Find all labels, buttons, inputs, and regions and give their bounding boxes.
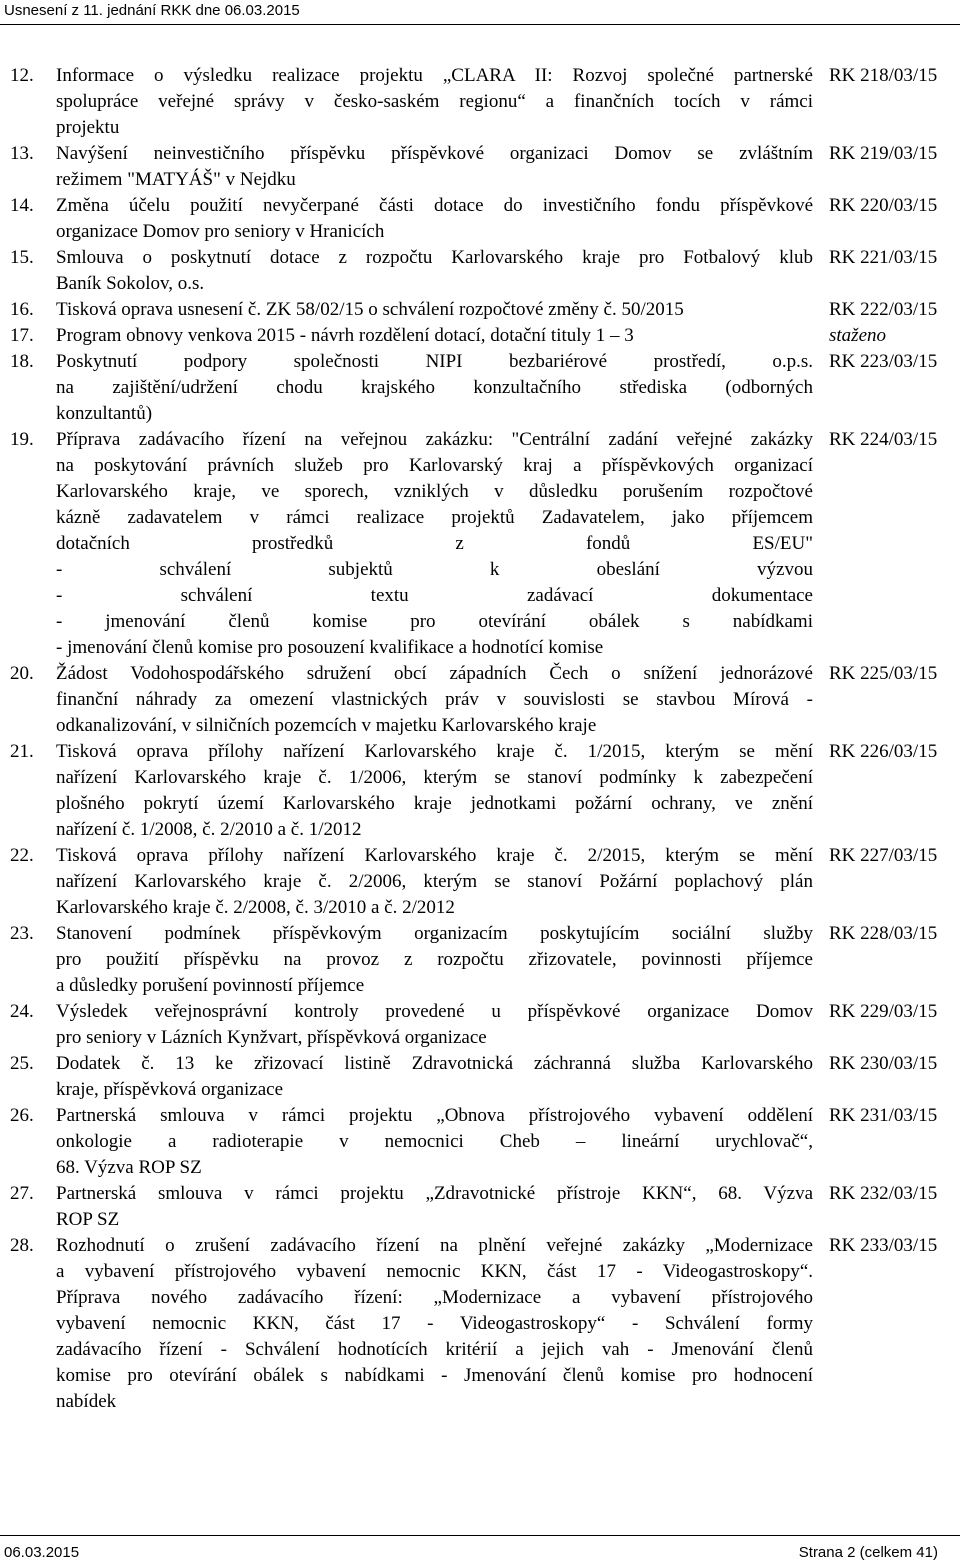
agenda-item — [0, 1233, 960, 1415]
page-header: Usnesení z 11. jednání RKK dne 06.03.2015 — [4, 2, 300, 19]
item-text-line: na poskytování právních služeb pro Karlovarský kraj a příspěvkových organizací — [56, 455, 813, 476]
item-text-line: ROP SZ — [56, 1209, 120, 1230]
item-text-line: - schválení subjektů k obeslání výzvou — [56, 559, 813, 580]
item-text-line: Partnerská smlouva v rámci projektu „Zdravotnické přístroje KKN“, 68. Výzva — [56, 1183, 813, 1204]
item-text-line: zadávacího řízení - Schválení hodnotících kritérií a jejich vah - Jmenování členů — [56, 1339, 813, 1360]
item-number: 12. — [10, 65, 34, 86]
resolution-number: RK 232/03/15 — [829, 1183, 938, 1204]
item-text-line: kraje, příspěvková organizace — [56, 1079, 284, 1100]
item-text-line: - jmenování členů komise pro otevírání obálek s nabídkami — [56, 611, 813, 632]
item-text-line: komise pro otevírání obálek s nabídkami - Jmenování členů komise pro hodnocení — [56, 1365, 813, 1386]
item-text-line: Změna účelu použití nevyčerpané části dotace do investičního fondu příspěvkové — [56, 195, 813, 216]
agenda-item — [0, 245, 960, 297]
item-number: 22. — [10, 845, 34, 866]
resolution-number: staženo — [829, 325, 886, 346]
item-text-line: Žádost Vodohospodářského sdružení obcí západních Čech o snížení jednorázové — [56, 663, 813, 684]
item-text-line: Tisková oprava přílohy nařízení Karlovarského kraje č. 2/2015, kterým se mění — [56, 845, 813, 866]
item-text-line: onkologie a radioterapie v nemocnici Cheb – lineární urychlovač“, — [56, 1131, 813, 1152]
agenda-item — [0, 661, 960, 739]
item-text-line: organizace Domov pro seniory v Hranicích — [56, 221, 385, 242]
item-text — [56, 921, 813, 999]
item-number: 17. — [10, 325, 34, 346]
item-text-line: Příprava nového zadávacího řízení: „Modernizace a vybavení přístrojového — [56, 1287, 813, 1308]
resolution-list — [0, 63, 960, 1415]
resolution-number: RK 218/03/15 — [829, 65, 938, 86]
item-text-line: kázně zadavatelem v rámci realizace projektů Zadavatelem, jako příjemcem — [56, 507, 813, 528]
footer-divider — [0, 1535, 960, 1536]
item-text-line: Navýšení neinvestičního příspěvku příspěvkové organizaci Domov se zvláštním — [56, 143, 813, 164]
item-text — [56, 297, 813, 323]
agenda-item — [0, 193, 960, 245]
item-text — [56, 661, 813, 739]
item-number: 21. — [10, 741, 34, 762]
item-text-line: a vybavení přístrojového vybavení nemocnic KKN, část 17 - Videogastroskopy“. — [56, 1261, 813, 1282]
item-text — [56, 323, 813, 349]
item-text-line: Stanovení podmínek příspěvkovým organizacím poskytujícím sociální služby — [56, 923, 813, 944]
agenda-item — [0, 843, 960, 921]
item-number: 25. — [10, 1053, 34, 1074]
item-text-line: Dodatek č. 13 ke zřizovací listině Zdravotnická záchranná služba Karlovarského — [56, 1053, 813, 1074]
agenda-item — [0, 739, 960, 843]
item-text — [56, 843, 813, 921]
resolution-number: RK 231/03/15 — [829, 1105, 938, 1126]
item-text-line: dotačních prostředků z fondů ES/EU" — [56, 533, 813, 554]
footer-page-number: Strana 2 (celkem 41) — [798, 1544, 938, 1561]
item-text — [56, 999, 813, 1051]
item-text-line: režimem "MATYÁŠ" v Nejdku — [56, 169, 296, 190]
resolution-number: RK 219/03/15 — [829, 143, 938, 164]
item-number: 26. — [10, 1105, 34, 1126]
agenda-item — [0, 297, 960, 323]
item-text-line: 68. Výzva ROP SZ — [56, 1157, 202, 1178]
item-text — [56, 1051, 813, 1103]
item-text-line: Karlovarského kraje, ve sporech, vzniklých v důsledku porušením rozpočtové — [56, 481, 813, 502]
item-text-line: Informace o výsledku realizace projektu „CLARA II: Rozvoj společné partnerské — [56, 65, 813, 86]
agenda-item — [0, 1181, 960, 1233]
resolution-number: RK 226/03/15 — [829, 741, 938, 762]
item-text-line: projektu — [56, 117, 120, 138]
item-text-line: nařízení Karlovarského kraje č. 1/2006, kterým se stanoví podmínky k zabezpečení — [56, 767, 813, 788]
resolution-number: RK 224/03/15 — [829, 429, 938, 450]
item-number: 16. — [10, 299, 34, 320]
resolution-number: RK 233/03/15 — [829, 1235, 938, 1256]
item-number: 24. — [10, 1001, 34, 1022]
resolution-number: RK 227/03/15 — [829, 845, 938, 866]
item-text — [56, 739, 813, 843]
agenda-item — [0, 999, 960, 1051]
item-number: 28. — [10, 1235, 34, 1256]
agenda-item — [0, 1051, 960, 1103]
item-number: 15. — [10, 247, 34, 268]
agenda-item — [0, 141, 960, 193]
item-text — [56, 141, 813, 193]
footer-date: 06.03.2015 — [4, 1544, 80, 1561]
item-text-line: konzultantů) — [56, 403, 153, 424]
item-text-line: Poskytnutí podpory společnosti NIPI bezbariérové prostředí, o.p.s. — [56, 351, 813, 372]
item-text-line: finanční náhrady za omezení vlastnických práv v souvislosti se stavbou Mírová - — [56, 689, 813, 710]
item-number: 18. — [10, 351, 34, 372]
item-text-line: nařízení Karlovarského kraje č. 2/2006, kterým se stanoví Požární poplachový plán — [56, 871, 813, 892]
item-text-line: Smlouva o poskytnutí dotace z rozpočtu Karlovarského kraje pro Fotbalový klub — [56, 247, 813, 268]
item-number: 13. — [10, 143, 34, 164]
item-text-line: Příprava zadávacího řízení na veřejnou zakázku: "Centrální zadání veřejné zakázky — [56, 429, 813, 450]
item-text-line: Karlovarského kraje č. 2/2008, č. 3/2010 a č. 2/2012 — [56, 897, 455, 918]
item-text-line: nařízení č. 1/2008, č. 2/2010 a č. 1/2012 — [56, 819, 362, 840]
item-text-line: pro použití příspěvku na provoz z rozpočtu zřizovatele, povinnosti příjemce — [56, 949, 813, 970]
agenda-item — [0, 1103, 960, 1181]
item-text-line: Výsledek veřejnosprávní kontroly provedené u příspěvkové organizace Domov — [56, 1001, 813, 1022]
item-text-line: - jmenování členů komise pro posouzení kvalifikace a hodnotící komise — [56, 637, 604, 658]
item-text — [56, 1181, 813, 1233]
item-number: 14. — [10, 195, 34, 216]
item-text-line: - schválení textu zadávací dokumentace — [56, 585, 813, 606]
agenda-item — [0, 921, 960, 999]
resolution-number: RK 220/03/15 — [829, 195, 938, 216]
resolution-number: RK 225/03/15 — [829, 663, 938, 684]
item-text-line: spolupráce veřejné správy v česko-saském regionu“ a finančních tocích v rámci — [56, 91, 813, 112]
item-text-line: Baník Sokolov, o.s. — [56, 273, 205, 294]
item-number: 27. — [10, 1183, 34, 1204]
item-text-line: odkanalizování, v silničních pozemcích v majetku Karlovarského kraje — [56, 715, 597, 736]
agenda-item — [0, 63, 960, 141]
agenda-item — [0, 323, 960, 349]
item-text — [56, 63, 813, 141]
agenda-item — [0, 349, 960, 427]
item-text-line: na zajištění/udržení chodu krajského konzultačního střediska (odborných — [56, 377, 813, 398]
item-text-line: nabídek — [56, 1391, 117, 1412]
resolution-number: RK 228/03/15 — [829, 923, 938, 944]
item-text-line: a důsledky porušení povinností příjemce — [56, 975, 365, 996]
resolution-number: RK 229/03/15 — [829, 1001, 938, 1022]
item-text-line: Tisková oprava přílohy nařízení Karlovarského kraje č. 1/2015, kterým se mění — [56, 741, 813, 762]
item-text — [56, 427, 813, 661]
item-text-line: Partnerská smlouva v rámci projektu „Obnova přístrojového vybavení oddělení — [56, 1105, 813, 1126]
resolution-number: RK 230/03/15 — [829, 1053, 938, 1074]
item-text — [56, 349, 813, 427]
item-text — [56, 1103, 813, 1181]
header-divider — [0, 24, 960, 25]
item-number: 23. — [10, 923, 34, 944]
item-text-line: Tisková oprava usnesení č. ZK 58/02/15 o schválení rozpočtové změny č. 50/2015 — [56, 299, 684, 320]
agenda-item — [0, 427, 960, 661]
item-text-line: Program obnovy venkova 2015 - návrh rozdělení dotací, dotační tituly 1 – 3 — [56, 325, 634, 346]
item-text — [56, 1233, 813, 1415]
item-text — [56, 193, 813, 245]
resolution-number: RK 221/03/15 — [829, 247, 938, 268]
item-text — [56, 245, 813, 297]
item-number: 19. — [10, 429, 34, 450]
item-text-line: Rozhodnutí o zrušení zadávacího řízení na plnění veřejné zakázky „Modernizace — [56, 1235, 813, 1256]
item-text-line: plošného pokrytí území Karlovarského kraje jednotkami požární ochrany, ve znění — [56, 793, 813, 814]
item-number: 20. — [10, 663, 34, 684]
item-text-line: pro seniory v Lázních Kynžvart, příspěvková organizace — [56, 1027, 487, 1048]
item-text-line: vybavení nemocnic KKN, část 17 - Videogastroskopy“ - Schválení formy — [56, 1313, 813, 1334]
resolution-number: RK 222/03/15 — [829, 299, 938, 320]
resolution-number: RK 223/03/15 — [829, 351, 938, 372]
